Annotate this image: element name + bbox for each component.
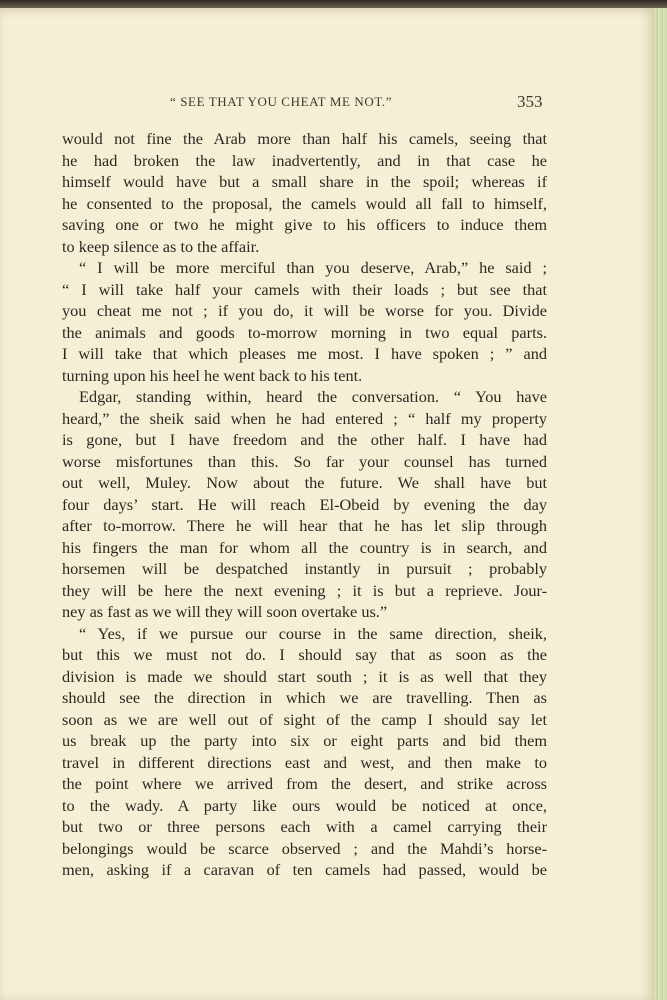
text-line: you cheat me not ; if you do, it will be worse for you. Divide [62, 301, 547, 320]
text-line: would not fine the Arab more than half his camels, seeing that [62, 129, 547, 148]
text-line: himself would have but a small share in the spoil; whereas if [62, 172, 547, 191]
text-line: ney as fast as we will they will soon overtake us.” [62, 602, 388, 621]
text-line: to the wady. A party like ours would be noticed at once, [62, 795, 547, 815]
text-line: his fingers the man for whom all the country is in search, and [62, 537, 547, 557]
text-line: after to-morrow. There he will hear that he has let slip through [62, 516, 547, 535]
text-line: us break up the party into six or eight parts and bid them [62, 731, 547, 750]
text-line: he consented to the proposal, the camels would all fall to himself, [62, 193, 547, 213]
page-edge-fore-edge [654, 8, 667, 1000]
page-number: 353 [517, 92, 543, 111]
text-line: out well, Muley. Now about the future. We shall have but [62, 473, 547, 492]
running-head-title: “ SEE THAT YOU CHEAT ME NOT.” [170, 94, 393, 109]
text-line: but this we must not do. I should say that as soon as the [62, 645, 547, 664]
text-line: “ I will be more merciful than you deserve, Arab,” he said ; [79, 258, 547, 277]
scan-top-edge [0, 0, 667, 8]
text-line: heard,” the sheik said when he had entered ; “ half my property [62, 408, 547, 428]
text-line: should see the direction in which we are travelling. Then as [62, 688, 547, 707]
text-line: saving one or two he might give to his officers to induce them [62, 215, 547, 234]
text-line: belongings would be scarce observed ; and the Mahdi’s horse- [62, 838, 547, 858]
text-line: turning upon his heel he went back to his tent. [62, 365, 363, 385]
text-line: he had broken the law inadvertently, and in that case he [62, 150, 547, 170]
text-line: division is made we should start south ; it is as well that they [62, 666, 547, 686]
text-line: four days’ start. He will reach El-Obeid by evening the day [62, 494, 547, 514]
text-line: Edgar, standing within, heard the conversation. “ You have [79, 387, 547, 406]
text-line: “ Yes, if we pursue our course in the same direction, sheik, [79, 623, 547, 643]
book-page [0, 8, 654, 1000]
text-line: I will take that which pleases me most. I have spoken ; ” and [62, 344, 547, 363]
text-line: is gone, but I have freedom and the other half. I have had [62, 430, 547, 449]
text-line: soon as we are well out of sight of the camp I should say let [62, 709, 547, 729]
text-line: “ I will take half your camels with their loads ; but see that [62, 279, 547, 299]
running-head [0, 92, 654, 116]
text-line: the animals and goods to-morrow morning in two equal parts. [62, 322, 547, 342]
text-line: horsemen will be despatched instantly in pursuit ; probably [62, 559, 547, 578]
text-line: the point where we arrived from the desert, and strike across [62, 774, 547, 793]
text-line: men, asking if a caravan of ten camels had passed, would be [62, 860, 547, 879]
text-line: they will be here the next evening ; it is but a reprieve. Jour- [62, 580, 547, 600]
body-text [62, 128, 547, 881]
text-line: travel in different directions east and west, and then make to [62, 752, 547, 772]
text-line: but two or three persons each with a camel carrying their [62, 817, 547, 836]
text-line: worse misfortunes than this. So far your counsel has turned [62, 451, 547, 471]
text-line: to keep silence as to the affair. [62, 236, 260, 256]
